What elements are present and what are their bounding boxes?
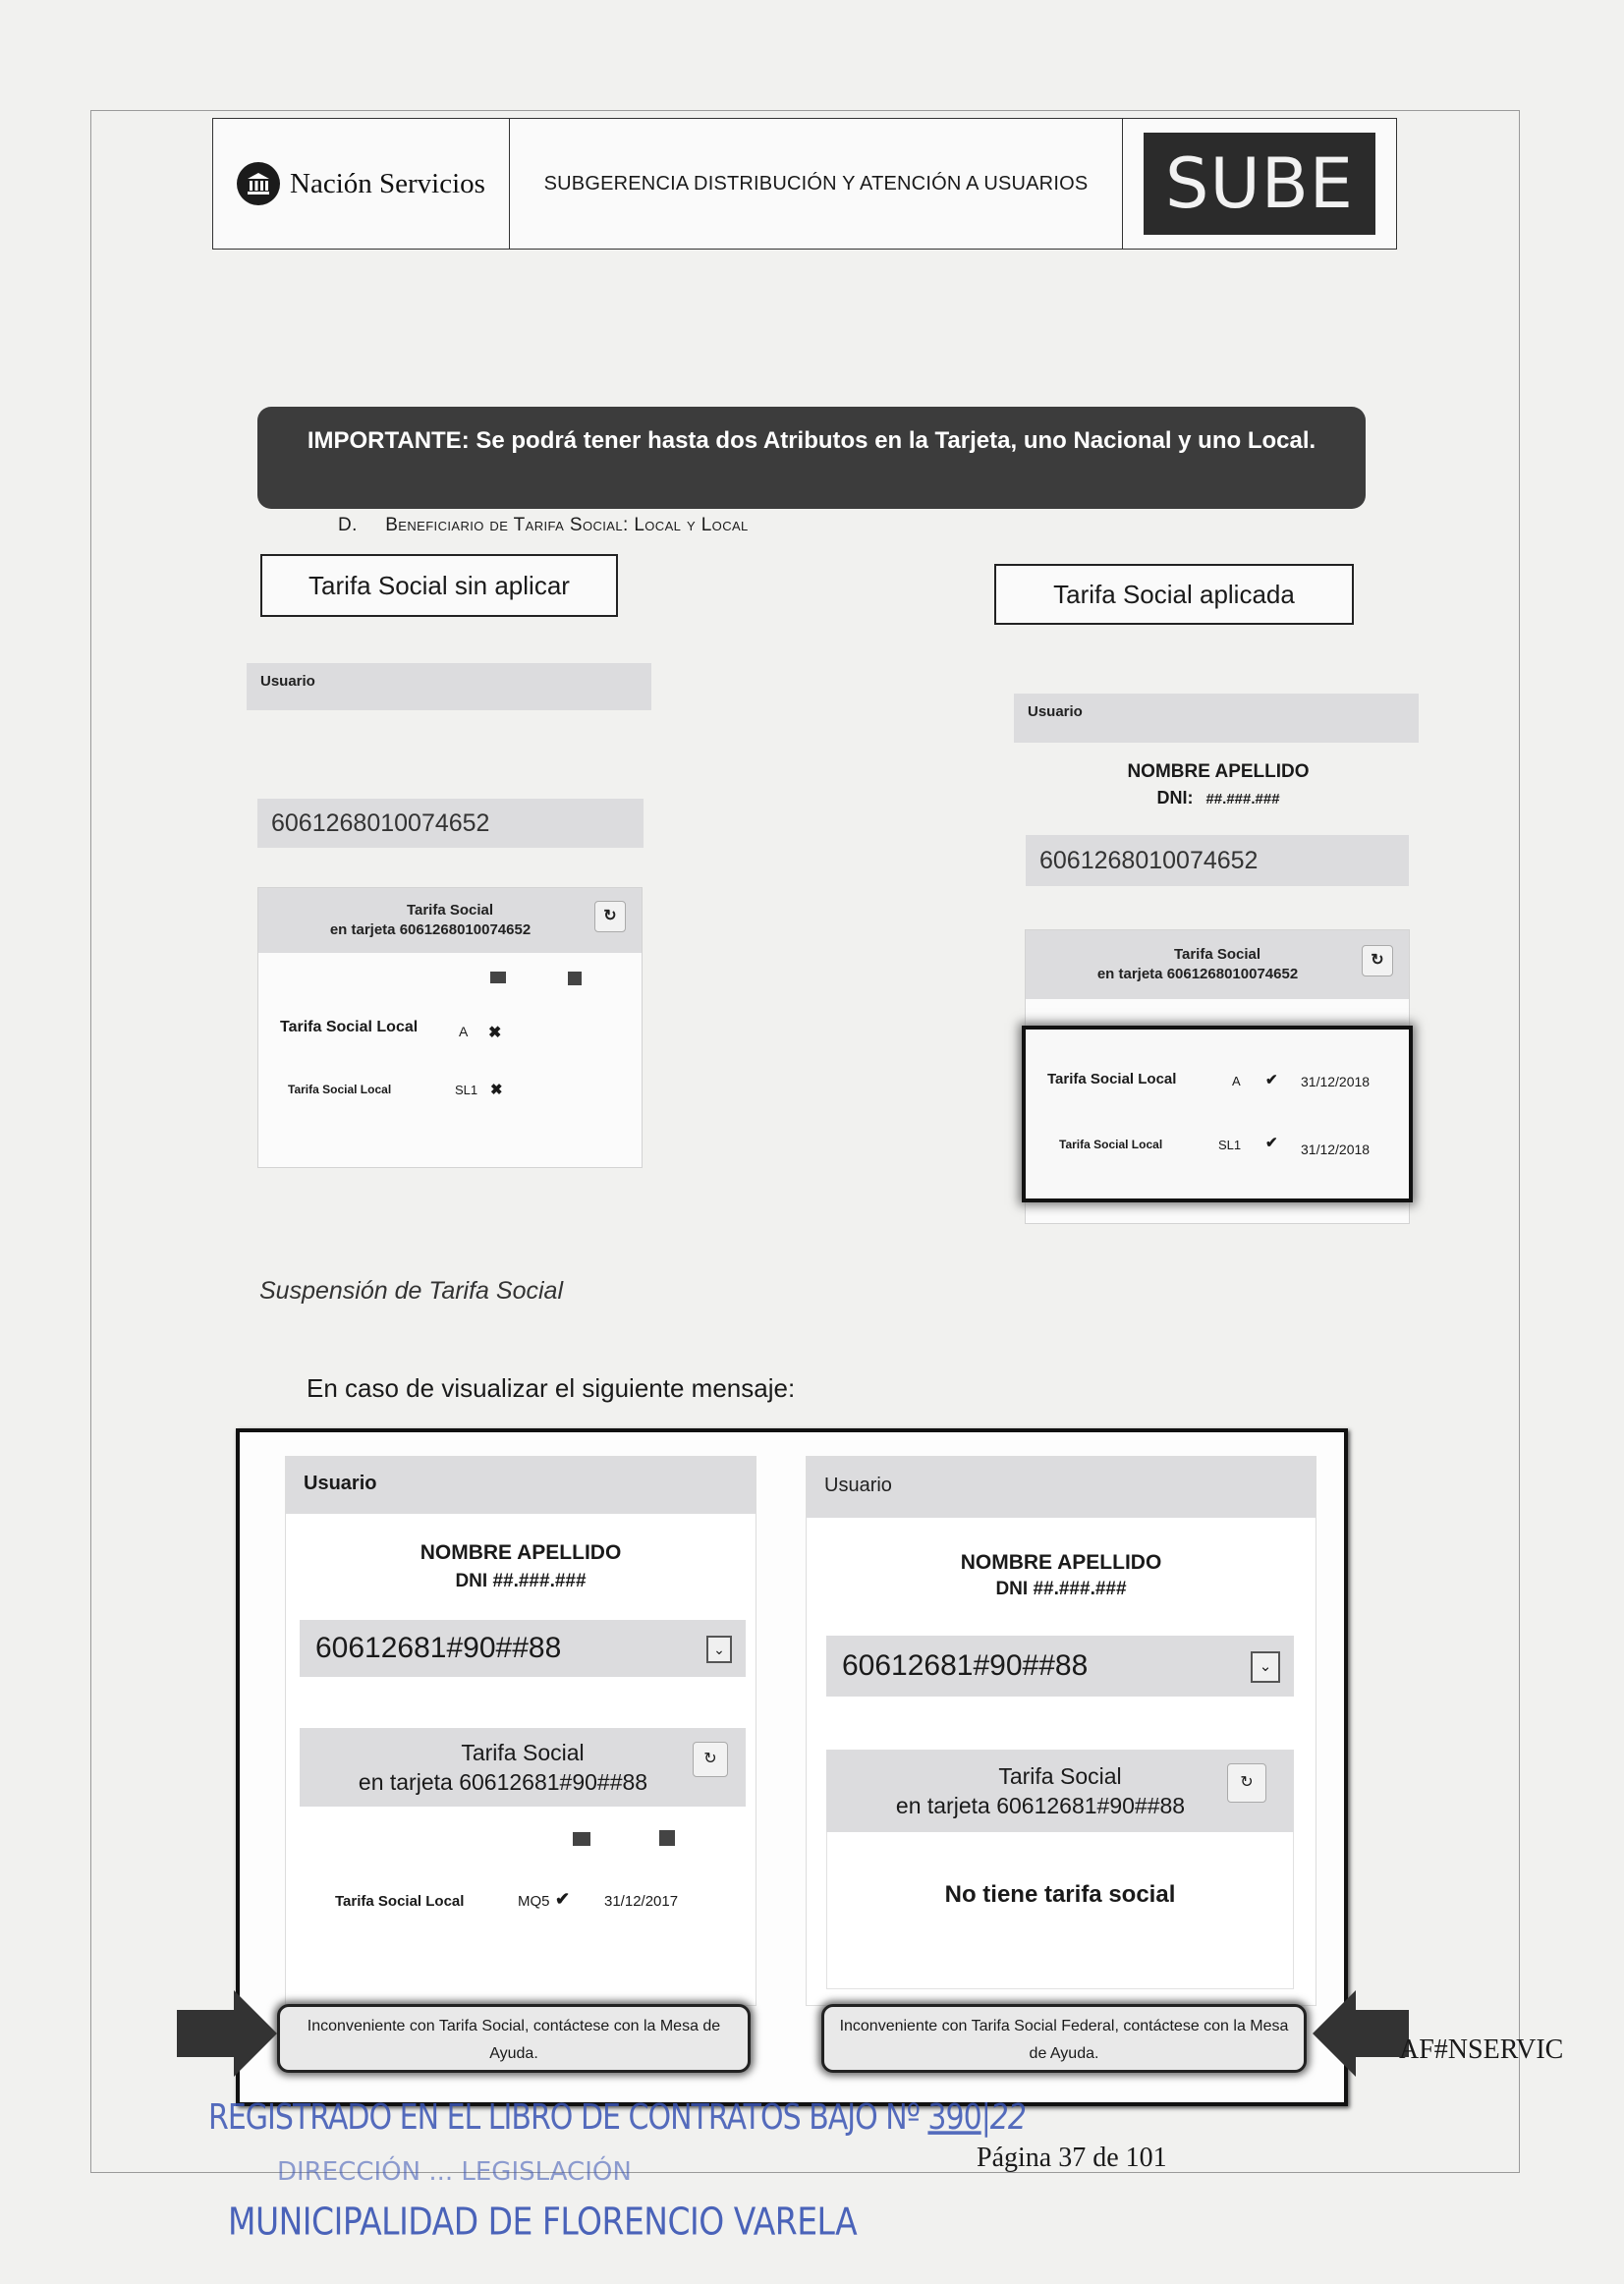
warning-message: Inconveniente con Tarifa Social, contáctese con la Mesa de Ayuda. <box>277 2004 751 2073</box>
check-icon: ✔ <box>1265 1135 1278 1151</box>
screen-right <box>806 1456 1316 2006</box>
brand-cell <box>213 119 510 249</box>
x-mark-icon: ✖ <box>490 1082 503 1098</box>
warning-message: Inconveniente con Tarifa Social Federal, contáctese con la Mesa de Ayuda. <box>821 2004 1307 2073</box>
check-icon: ✔ <box>1265 1072 1278 1088</box>
ts-row-name: Tarifa Social Local <box>335 1893 465 1910</box>
registry-stamp: REGISTRADO EN EL LIBRO DE CONTRATOS BAJO Nº 390|22 <box>208 2096 1026 2139</box>
user-name: NOMBRE APELLIDO <box>420 1541 622 1564</box>
department-title: SUBGERENCIA DISTRIBUCIÓN Y ATENCIÓN A USUARIOS <box>510 119 1123 249</box>
section-title: Beneficiario de Tarifa Social: Local y Local <box>385 515 749 535</box>
brand-name: Nación Servicios <box>290 167 485 199</box>
arrow-right-icon <box>177 2010 236 2057</box>
card-number-field[interactable]: 6061268010074652 <box>257 799 644 848</box>
refresh-button[interactable]: ↻ <box>693 1742 728 1777</box>
user-name: NOMBRE APELLIDO <box>960 1551 1162 1574</box>
arrow-right-head <box>234 1990 277 2077</box>
ts-title: Tarifa Social <box>1173 946 1261 963</box>
highlight-frame <box>1022 1026 1413 1202</box>
card-select[interactable] <box>300 1620 746 1677</box>
calendar-column-icon <box>568 972 582 985</box>
label-sin-aplicar: Tarifa Social sin aplicar <box>260 554 618 617</box>
user-header: Usuario <box>286 1457 756 1514</box>
tarifa-social-panel <box>257 887 643 1168</box>
tarifa-social-header <box>826 1750 1294 1832</box>
document-header <box>212 118 1397 250</box>
user-name: NOMBRE APELLIDO <box>1127 761 1310 782</box>
chevron-down-icon[interactable]: ⌄ <box>1251 1651 1280 1683</box>
label-aplicada: Tarifa Social aplicada <box>994 564 1354 625</box>
refresh-button[interactable]: ↻ <box>594 901 626 932</box>
card-column-icon <box>573 1832 590 1846</box>
card-number-field[interactable]: 6061268010074652 <box>1026 835 1409 886</box>
page-number: Página 37 de 101 <box>977 2143 1167 2173</box>
user-dni: DNI ##.###.### <box>455 1571 587 1591</box>
ts-title: Tarifa Social <box>998 1763 1122 1789</box>
user-header: Usuario <box>807 1457 1316 1518</box>
sube-logo: SUBE <box>1144 133 1375 235</box>
user-header: Usuario <box>1014 694 1419 743</box>
x-mark-icon: ✖ <box>488 1025 502 1041</box>
document-code: AF#NSERVIC <box>1399 2034 1564 2065</box>
ts-subtitle: en tarjeta 60612681#90##88 <box>358 1769 648 1795</box>
tarifa-social-header <box>300 1728 746 1807</box>
empty-message: No tiene tarifa social <box>944 1881 1176 1908</box>
ts-subtitle: en tarjeta 6061268010074652 <box>329 921 532 938</box>
arrow-left-head <box>1313 1990 1356 2077</box>
screens-frame <box>236 1428 1348 2106</box>
tarifa-social-body <box>826 1832 1294 1989</box>
ts-title: Tarifa Social <box>406 902 494 919</box>
ts-row-date: 31/12/2017 <box>604 1893 679 1910</box>
tarifa-social-header <box>1026 930 1409 999</box>
ts-row-date: 31/12/2018 <box>1301 1142 1371 1157</box>
intro-line: En caso de visualizar el siguiente mensaje: <box>307 1373 796 1403</box>
dni-label: DNI: <box>1156 788 1194 808</box>
ts-row-date: 31/12/2018 <box>1301 1074 1371 1089</box>
ts-row-code: MQ5 <box>518 1893 550 1910</box>
stamp-number: 390 <box>927 2096 981 2139</box>
refresh-button[interactable]: ↻ <box>1227 1763 1266 1803</box>
stamp-line3: MUNICIPALIDAD DE FLORENCIO VARELA <box>228 2200 858 2244</box>
ts-row-code: A <box>1232 1074 1241 1088</box>
chevron-down-icon[interactable]: ⌄ <box>706 1636 732 1663</box>
ts-subtitle: en tarjeta 6061268010074652 <box>1096 966 1299 982</box>
ts-row-code: A <box>459 1024 469 1039</box>
stamp-year: 22 <box>989 2096 1026 2139</box>
section-heading <box>338 515 749 536</box>
bank-icon <box>237 162 280 205</box>
ts-row-name: Tarifa Social Local <box>1059 1138 1163 1151</box>
tarifa-social-header <box>258 888 642 953</box>
calendar-column-icon <box>659 1830 675 1846</box>
ts-title: Tarifa Social <box>461 1740 585 1765</box>
user-dni: DNI ##.###.### <box>995 1579 1127 1599</box>
card-select-value: 60612681#90##88 <box>315 1632 562 1664</box>
refresh-button[interactable]: ↻ <box>1362 945 1393 976</box>
stamp-line1: REGISTRADO EN EL LIBRO DE CONTRATOS BAJO Nº <box>208 2096 920 2139</box>
section-letter: D. <box>338 515 358 535</box>
user-header: Usuario <box>247 663 651 710</box>
card-select-value: 60612681#90##88 <box>842 1649 1089 1682</box>
ts-row-name: Tarifa Social Local <box>1047 1071 1177 1087</box>
suspension-title: Suspensión de Tarifa Social <box>259 1277 563 1305</box>
ts-row-code: SL1 <box>1218 1138 1242 1152</box>
important-notice: IMPORTANTE: Se podrá tener hasta dos Atributos en la Tarjeta, uno Nacional y uno Local. <box>257 407 1366 509</box>
stamp-line2: DIRECCIÓN ... LEGISLACIÓN <box>277 2157 632 2187</box>
check-icon: ✔ <box>555 1889 571 1909</box>
ts-row-name: Tarifa Social Local <box>280 1019 419 1035</box>
ts-subtitle: en tarjeta 60612681#90##88 <box>895 1793 1186 1818</box>
sube-logo-cell <box>1123 119 1396 249</box>
ts-row-code: SL1 <box>455 1083 478 1097</box>
dni-value: ##.###.### <box>1205 791 1280 808</box>
user-dni <box>1061 788 1375 808</box>
ts-row-name: Tarifa Social Local <box>288 1083 392 1096</box>
screen-left <box>285 1456 756 2006</box>
card-select[interactable] <box>826 1636 1294 1697</box>
card-column-icon <box>490 972 506 983</box>
